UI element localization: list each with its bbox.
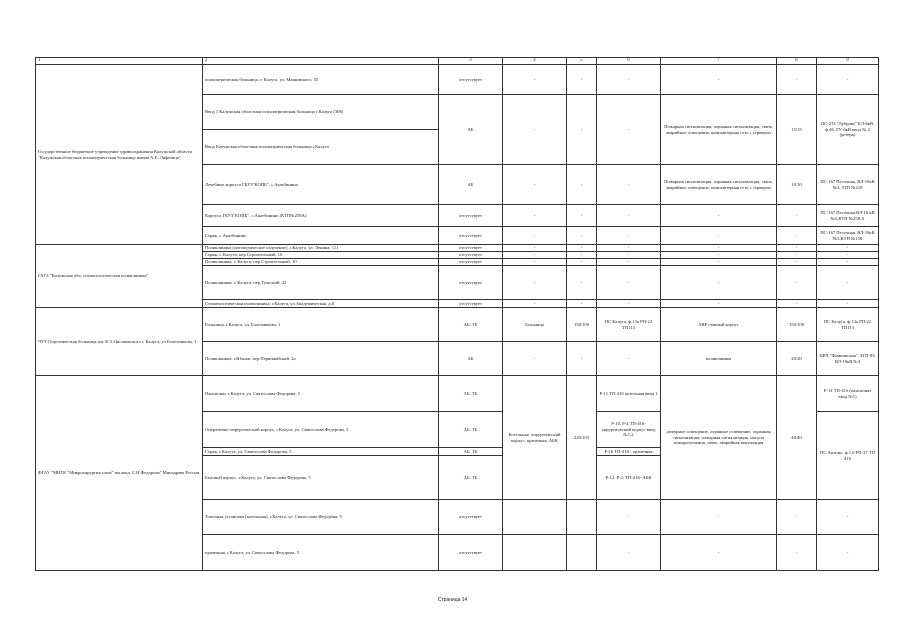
cell: АБ [439,342,503,376]
cell: - [567,259,597,266]
col-9-header: 9 [817,58,879,65]
cell: - [817,535,879,571]
object-cell: Ввод Калужская областная психиатрическая больница г.Калуга [203,130,439,165]
object-cell: Лечебные корпуса ГБУЗ"КОПБ", с.Акатбинино [203,165,439,205]
object-cell: Стоматологическая поликлиника, г.Калуга, ул.Академическая, д.8 [203,300,439,308]
cell: - [661,535,777,571]
cell: - [503,95,567,165]
cell: отсутствует [439,252,503,259]
object-cell: Гараж, г. Калуга, пер.Строительный, 10 [203,252,439,259]
cell: 150/100 [777,308,817,342]
object-cell: Оперативно-хирургический корпус, г.Калуга, ул. Святослава Федорова, 5 [203,412,439,448]
table-row [36,65,879,95]
cell: отсутствует [439,205,503,227]
cell: поликлиника [661,342,777,376]
object-cell: Бытовой корпус, г.Калуга, ул. Святослава Федорова, 5 [203,456,439,500]
cell: - [661,205,777,227]
cell: - [661,266,777,300]
cell: - [503,259,567,266]
col-5-header: 5 [567,58,597,65]
cell: Пожарная сигнализация, охранная сигнализация, связь, аварийное освещение, компьютерная сеть с сервером [661,95,777,165]
org-psych: Государственное бюджетное учреждение здравоохранения Калужской области "Калужская областная психиатрическая больница имени А.Е. Лифшица" [36,65,203,245]
table-row [36,376,879,412]
cell: - [661,500,777,535]
cell: - [817,245,879,252]
cell: - [567,342,597,376]
cell: дежурное освещение, охранное освещение, охранная сигнализация, пожарная сигнализация, насосы пожаротушения, связь, аварийная вентиляция [661,376,777,500]
cell: - [661,259,777,266]
cell: - [503,227,567,245]
cell: - [597,227,661,245]
cell: - [777,535,817,571]
cell: 20/20 [777,342,817,376]
object-cell: Поликлиника, г.Юхнов, пер.Первомайский, 2а [203,342,439,376]
cell: - [777,227,817,245]
object-cell: Ввод 1 Калужская областная психиатрическая больница г.Калуга (306) [203,95,439,130]
cell: отсутствует [439,300,503,308]
cell: АБ, ТБ [439,448,503,456]
org-fgau: ФГАУ "МНТК "Микрохирургия глаза" им.акад. С.Н.Федорова" Минздрава России [36,376,203,571]
cell [503,500,567,535]
table-row [36,308,879,342]
cell: Р-14 ТП-416 (пансионат ввод №1) [817,376,879,412]
cell: Больница [503,308,567,342]
cell: - [661,300,777,308]
cell: АБ, ТБ [439,412,503,448]
object-cell: Больница, г.Калуга, ул. Болотникова, 1 [203,308,439,342]
cell: ПС Анзино, ф.1,6 РП-27 ТП 416 [817,412,879,500]
object-cell: Поликлиника, г. Калуга, пер.Строительный, 10 [203,259,439,266]
cell: - [597,266,661,300]
cell: 150/100 [567,308,597,342]
table-row [36,245,879,252]
cell: - [567,300,597,308]
cell: - [817,300,879,308]
cell: - [777,245,817,252]
cell: АБ, ТБ [439,456,503,500]
object-cell: прачечная, г.Калуга, ул. Святослава Федорова, 5 [203,535,439,571]
object-cell: Корпуса ГБУЗ"КОПБ", с.Акатбинино (КТП№258А) [203,205,439,227]
cell: 220/193 [567,376,597,500]
cell: - [503,165,567,205]
cell: ПС Калуга, ф.13а РП-22 ТП113 [597,308,661,342]
cell: - [817,65,879,95]
cell: ПС-167 Песочная, ВЛ-10кВ №3,КТП №158 [817,227,879,245]
cell: 15/15 [777,95,817,165]
cell: отсутствует [439,535,503,571]
cell: - [503,205,567,227]
cell: - [567,165,597,205]
cell: - [777,500,817,535]
cell: - [597,165,661,205]
cell: - [777,205,817,227]
cell: АБ [439,95,503,165]
cell: ПС-233 "Дубрава" КЛ-6кВ, ф.46, РУ-6кВ ввод № 2 (резерв) [817,95,879,165]
cell: - [777,266,817,300]
col-1-header: 1 [36,58,203,65]
cell: - [661,252,777,259]
object-cell: Гараж, г.Калуга, ул. Святослава Федорова, 5 [203,448,439,456]
cell: - [597,300,661,308]
cell: - [567,245,597,252]
cell: - [597,205,661,227]
cell [503,535,567,571]
cell: - [503,266,567,300]
document-table [35,57,879,571]
cell: 10/10 [777,165,817,205]
cell [567,500,597,535]
cell: Р-12, Р-2, ТП-416- АБК [597,456,661,500]
cell: ПС-167 Песочная,ВЛ-10 кВ №5,КТП №258 А [817,205,879,227]
cell: - [567,205,597,227]
cell: ЦРП "Фомкинская", ЗТП-83, ВЛ-10кВ №3 [817,342,879,376]
cell: - [777,300,817,308]
cell: - [817,500,879,535]
cell: - [597,65,661,95]
cell: 40/40 [777,376,817,500]
object-cell: Пансионат, г.Калуга, ул. Святослава Федорова, 5 [203,376,439,412]
object-cell: Топочная установка (котельная), г.Калуга, ул. Святослава Федорова, 5 [203,500,439,535]
cell: - [597,500,661,535]
cell: - [817,252,879,259]
cell: - [661,65,777,95]
cell: - [567,95,597,165]
cell: - [597,252,661,259]
cell: - [597,95,661,165]
cell: отсутствует [439,500,503,535]
org-chuz: ЧУЗ Отделенческая больница им. К.Э.Циолковского г. Калуга, ул.Болотникова, 1 [36,308,203,376]
cell: Котельная, хирургический корпус, прачечная, АБК [503,376,567,500]
cell: - [597,259,661,266]
col-3-header: 3 [439,58,503,65]
cell: отсутствует [439,266,503,300]
cell [567,535,597,571]
page-number: Страница 14 [437,597,468,603]
cell: - [661,245,777,252]
cell: - [597,245,661,252]
cell: - [817,259,879,266]
cell: - [503,245,567,252]
col-4-header: 4 [503,58,567,65]
cell: - [817,266,879,300]
object-cell: Поликлиника, г. Калуга, пер.Тульский, 42 [203,266,439,300]
org-stom: ГАУЗ "Калужская обл. стоматологическая поликлиника" [36,245,203,308]
col-7-header: 7 [661,58,777,65]
cell: - [503,300,567,308]
cell: АБ, ТБ [439,308,503,342]
cell: - [777,259,817,266]
cell: - [777,65,817,95]
cell: отсутствует [439,245,503,252]
cell: ПС Калуга, ф.13а РП-22 ТП113 [817,308,879,342]
cell: Пожарная сигнализация, охранная сигнализация, связь, аварийное освещение, компьютерная сеть с сервером [661,165,777,205]
cell: АБ, ТБ [439,376,503,412]
cell: - [503,65,567,95]
cell: отсутствует [439,227,503,245]
cell: отсутствует [439,65,503,95]
cell: Р-11 ТП-416 котельная ввод 1 [597,376,661,412]
cell: - [661,227,777,245]
cell: - [597,535,661,571]
cell: - [567,65,597,95]
cell: Р-10, Р-4 ТП-416-хирургический корпус ввод №1,2 [597,412,661,448]
cell: АБ [439,165,503,205]
col-6-header: 6 [597,58,661,65]
col-8-header: 8 [777,58,817,65]
cell: - [567,266,597,300]
cell: - [503,252,567,259]
cell: - [503,342,567,376]
object-cell: Поликлиника (ортопедическое отделение), г.Калуга, ул. Ленина, 111 [203,245,439,252]
cell: - [567,227,597,245]
cell: ПС-167 Песочная, ВЛ-10кВ №3, ЗТП №218 [817,165,879,205]
cell: АВР главный корпус [661,308,777,342]
cell: Р-16 ТП-416 - прачечная [597,448,661,456]
col-2-header: 2 [203,58,439,65]
object-cell: Гараж, с.Акатбинино [203,227,439,245]
header-row [36,58,879,65]
cell: - [777,252,817,259]
cell: - [567,252,597,259]
object-cell: психиатрическая больница, г. Калуга, ул. Маяковского, 55 [203,65,439,95]
cell: - [597,342,661,376]
cell: отсутствует [439,259,503,266]
